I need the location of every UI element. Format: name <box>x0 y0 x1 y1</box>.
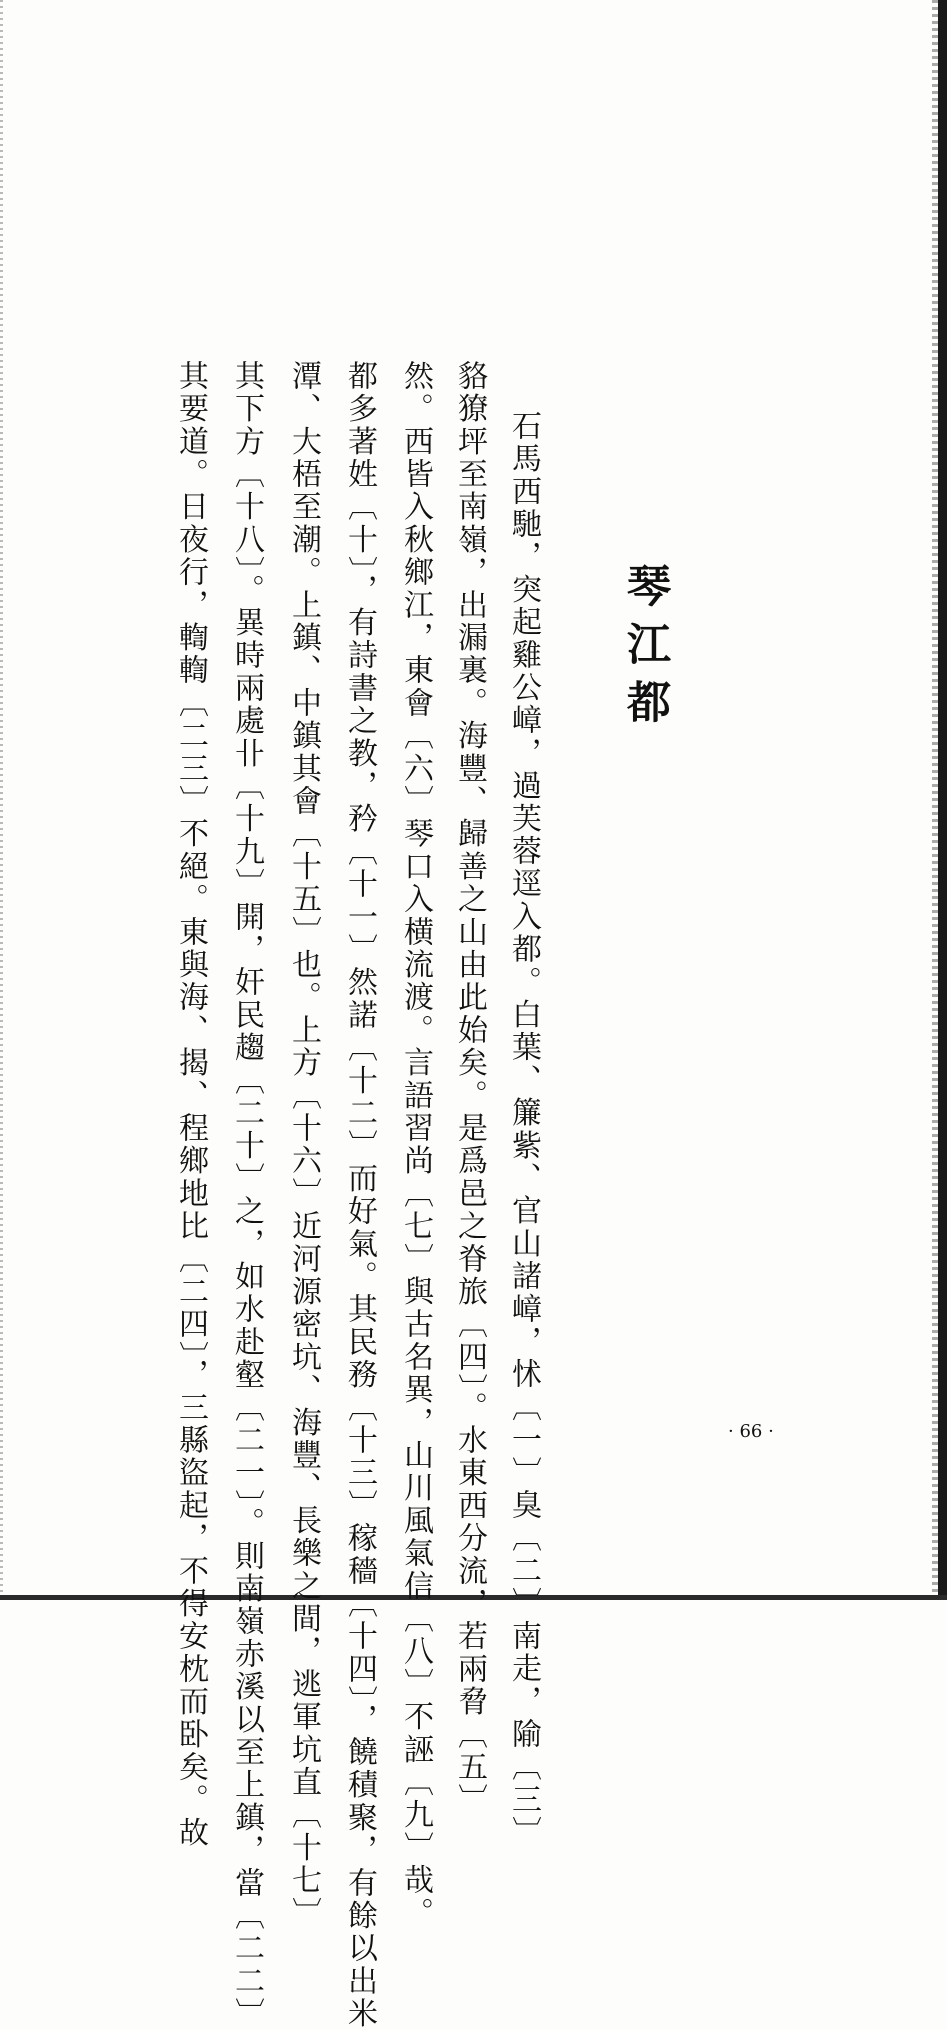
text-column-7: 其要道。日夜行，輷輷〔二三〕不絕。東與海、揭、程鄉地比〔二四〕，三縣盜起，不得安枕而卧矣。故 <box>173 360 208 1850</box>
text-column-4: 都多著姓〔十〕，有詩書之教，矜〔十一〕然諾〔十二〕而好氣。其民務〔十三〕稼穡〔十四〕，饒積聚，有餘以出米 <box>342 360 377 2030</box>
text-column-2: 貉獠坪至南嶺，出漏裏。海豐、歸善之山由此始矣。是爲邑之脊旅〔四〕。水東西分流，若兩脅〔五〕 <box>452 360 487 1817</box>
text-column-5: 潭、大梧至潮。上鎮、中鎮其會〔十五〕也。上方〔十六〕近河源密坑、海豐、長樂之間，逃軍坑直〔十七〕 <box>286 360 321 1930</box>
page-number: · 66 · <box>728 1421 774 1442</box>
text-column-6: 其下方〔十八〕。異時兩處卝〔十九〕開，奸民趨〔二十〕之，如水赴壑〔二一〕。則南嶺赤溪以至上鎮，當〔二二〕 <box>229 360 264 2030</box>
page-edge-left <box>0 0 3 1600</box>
text-column-3: 然。西皆入秋鄉江，東會〔六〕琴口入横流渡。言語習尚〔七〕與古名異，山川風氣信〔八〕不誣〔九〕哉。 <box>398 360 433 1930</box>
text-column-1: 石馬西馳，突起雞公嶂，過芙蓉逕入都。白葉、簾紫、官山諸嶂，怵〔一〕臭〔二〕南走，隃〔三〕 <box>506 410 541 1849</box>
page-edge-right <box>938 0 947 1600</box>
page-title: 琴江都 <box>619 563 670 737</box>
